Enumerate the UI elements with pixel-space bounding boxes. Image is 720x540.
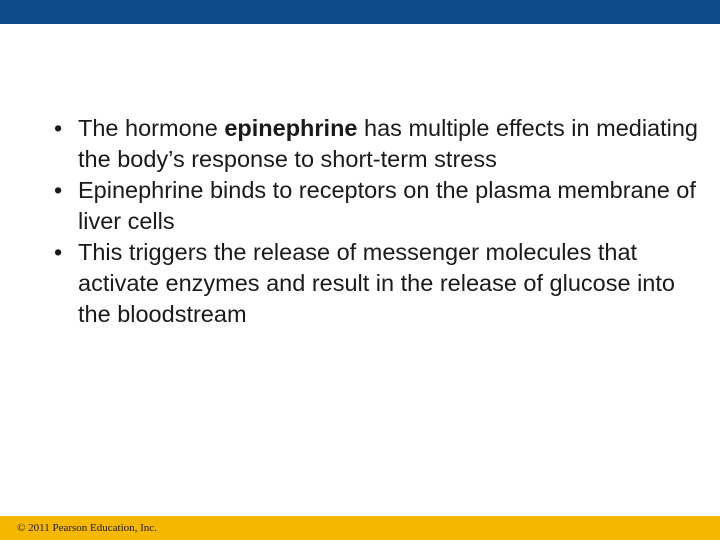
bullet-item-receptors [48,175,708,237]
bullet-item-messenger [48,237,708,330]
bullet-icon: • [54,115,63,141]
copyright-notice: © 2011 Pearson Education, Inc. [17,522,157,534]
bullet-text: This triggers the release of messenger molecules that activate enzymes and result in the release of glucose into the bloodstream [78,239,675,327]
top-header-bar [0,0,720,24]
bullet-item-hormone [48,113,708,175]
slide-body [48,113,708,330]
bullet-text-end: has multiple effects in mediating the body’s response to short-term stress [78,115,698,172]
bullet-icon: • [54,177,63,203]
bullet-text-start: The hormone [78,115,225,141]
bullet-icon: • [54,239,63,265]
bold-term-epinephrine: epinephrine [224,115,358,141]
bullet-text: Epinephrine binds to receptors on the plasma membrane of liver cells [78,177,696,234]
